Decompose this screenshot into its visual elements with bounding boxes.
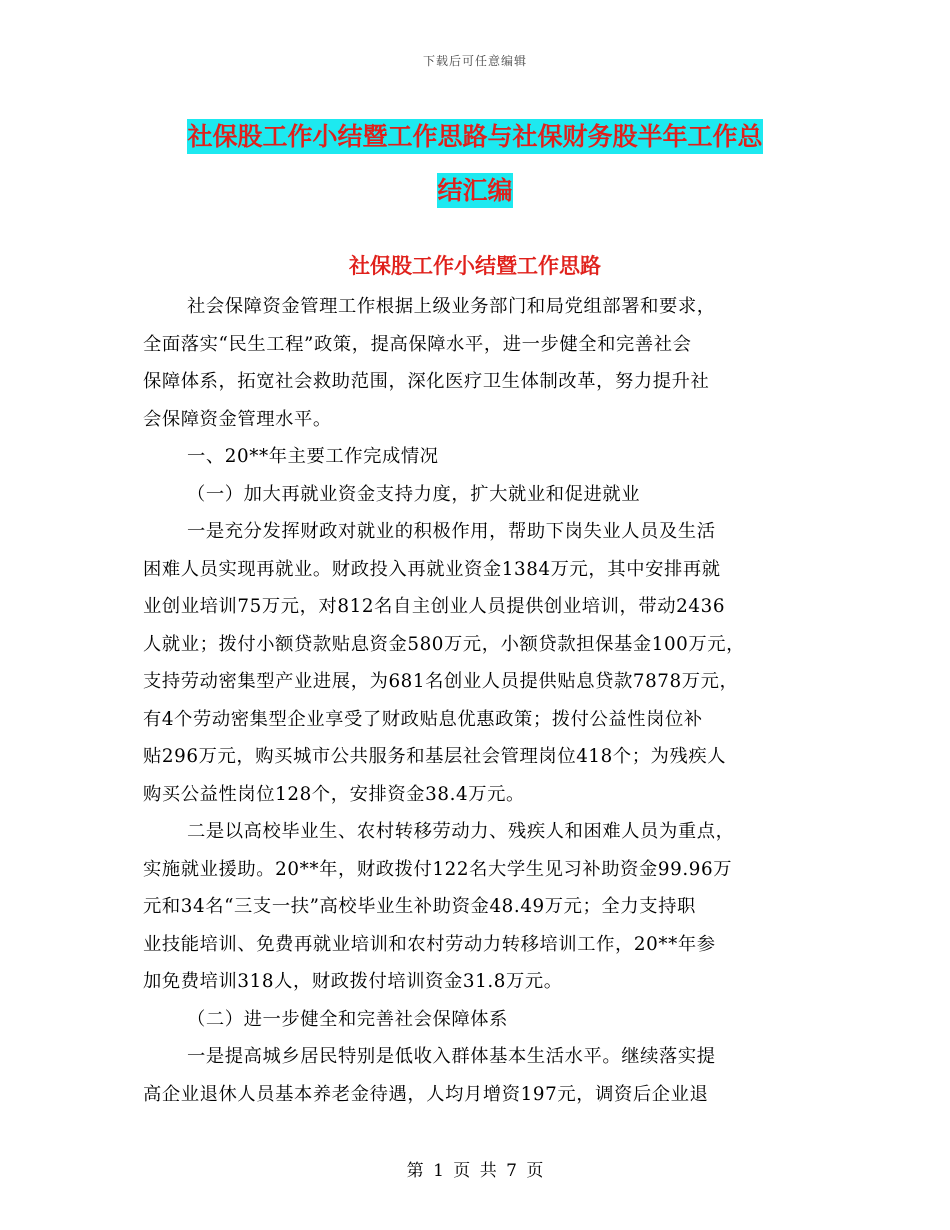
- paragraph-line: 业技能培训、免费再就业培训和农村劳动力转移培训工作，20**年参: [143, 933, 716, 955]
- heading-line: 一、20**年主要工作完成情况: [187, 446, 439, 467]
- page-footer: 第 1 页 共 7 页: [406, 1161, 544, 1181]
- paragraph-line: 有4个劳动密集型企业享受了财政贴息优惠政策；拨付公益性岗位补: [143, 708, 703, 730]
- paragraph-line: 会保障资金管理水平。: [143, 408, 332, 430]
- paragraph-line: 困难人员实现再就业。财政投入再就业资金1384万元，其中安排再就: [143, 558, 721, 580]
- paragraph-line: 全面落实“民生工程”政策，提高保障水平，进一步健全和完善社会: [143, 333, 692, 355]
- paragraph-line: 支持劳动密集型产业进展，为681名创业人员提供贴息贷款7878万元，: [143, 671, 739, 692]
- paragraph-line: 元和34名“三支一扶”高校毕业生补助资金48.49万元；全力支持职: [143, 896, 696, 917]
- paragraph-line: 购买公益性岗位128个，安排资金38.4万元。: [143, 783, 525, 805]
- paragraph-line: 一是提高城乡居民特别是低收入群体基本生活水平。继续落实提: [187, 1046, 716, 1067]
- body-text: [143, 288, 833, 1113]
- title-line-2: 结汇编: [437, 173, 512, 208]
- paragraph-line: 加免费培训318人，财政拨付培训资金31.8万元。: [143, 971, 563, 992]
- subheading-line: （一）加大再就业资金支持力度，扩大就业和促进就业: [187, 483, 641, 505]
- paragraph-line: 社会保障资金管理工作根据上级业务部门和局党组部署和要求，: [187, 296, 716, 317]
- paragraph-line: 保障体系，拓宽社会救助范围，深化医疗卫生体制改革，努力提升社: [143, 371, 710, 392]
- paragraph-line: 人就业；拨付小额贷款贴息资金580万元，小额贷款担保基金100万元，: [143, 633, 746, 655]
- subheading-line: （二）进一步健全和完善社会保障体系: [187, 1008, 508, 1030]
- paragraph-line: 二是以高校毕业生、农村转移劳动力、残疾人和困难人员为重点，: [187, 821, 735, 842]
- paragraph-line: 一是充分发挥财政对就业的积极作用，帮助下岗失业人员及生活: [187, 521, 716, 542]
- paragraph-line: 贴296万元，购买城市公共服务和基层社会管理岗位418个；为残疾人: [143, 746, 727, 767]
- paragraph-line: 业创业培训75万元，对812名自主创业人员提供创业培训，带动2436: [143, 596, 726, 617]
- paragraph-line: 高企业退休人员基本养老金待遇，人均月增资197元，调资后企业退: [143, 1083, 709, 1105]
- header-note: 下载后可任意编辑: [422, 54, 527, 68]
- paragraph-line: 实施就业援助。20**年，财政拨付122名大学生见习补助资金99.96万: [143, 858, 733, 880]
- section-title: 社保股工作小结暨工作思路: [349, 254, 601, 278]
- title-line-1: 社保股工作小结暨工作思路与社保财务股半年工作总: [187, 119, 762, 154]
- document-title: [150, 110, 800, 218]
